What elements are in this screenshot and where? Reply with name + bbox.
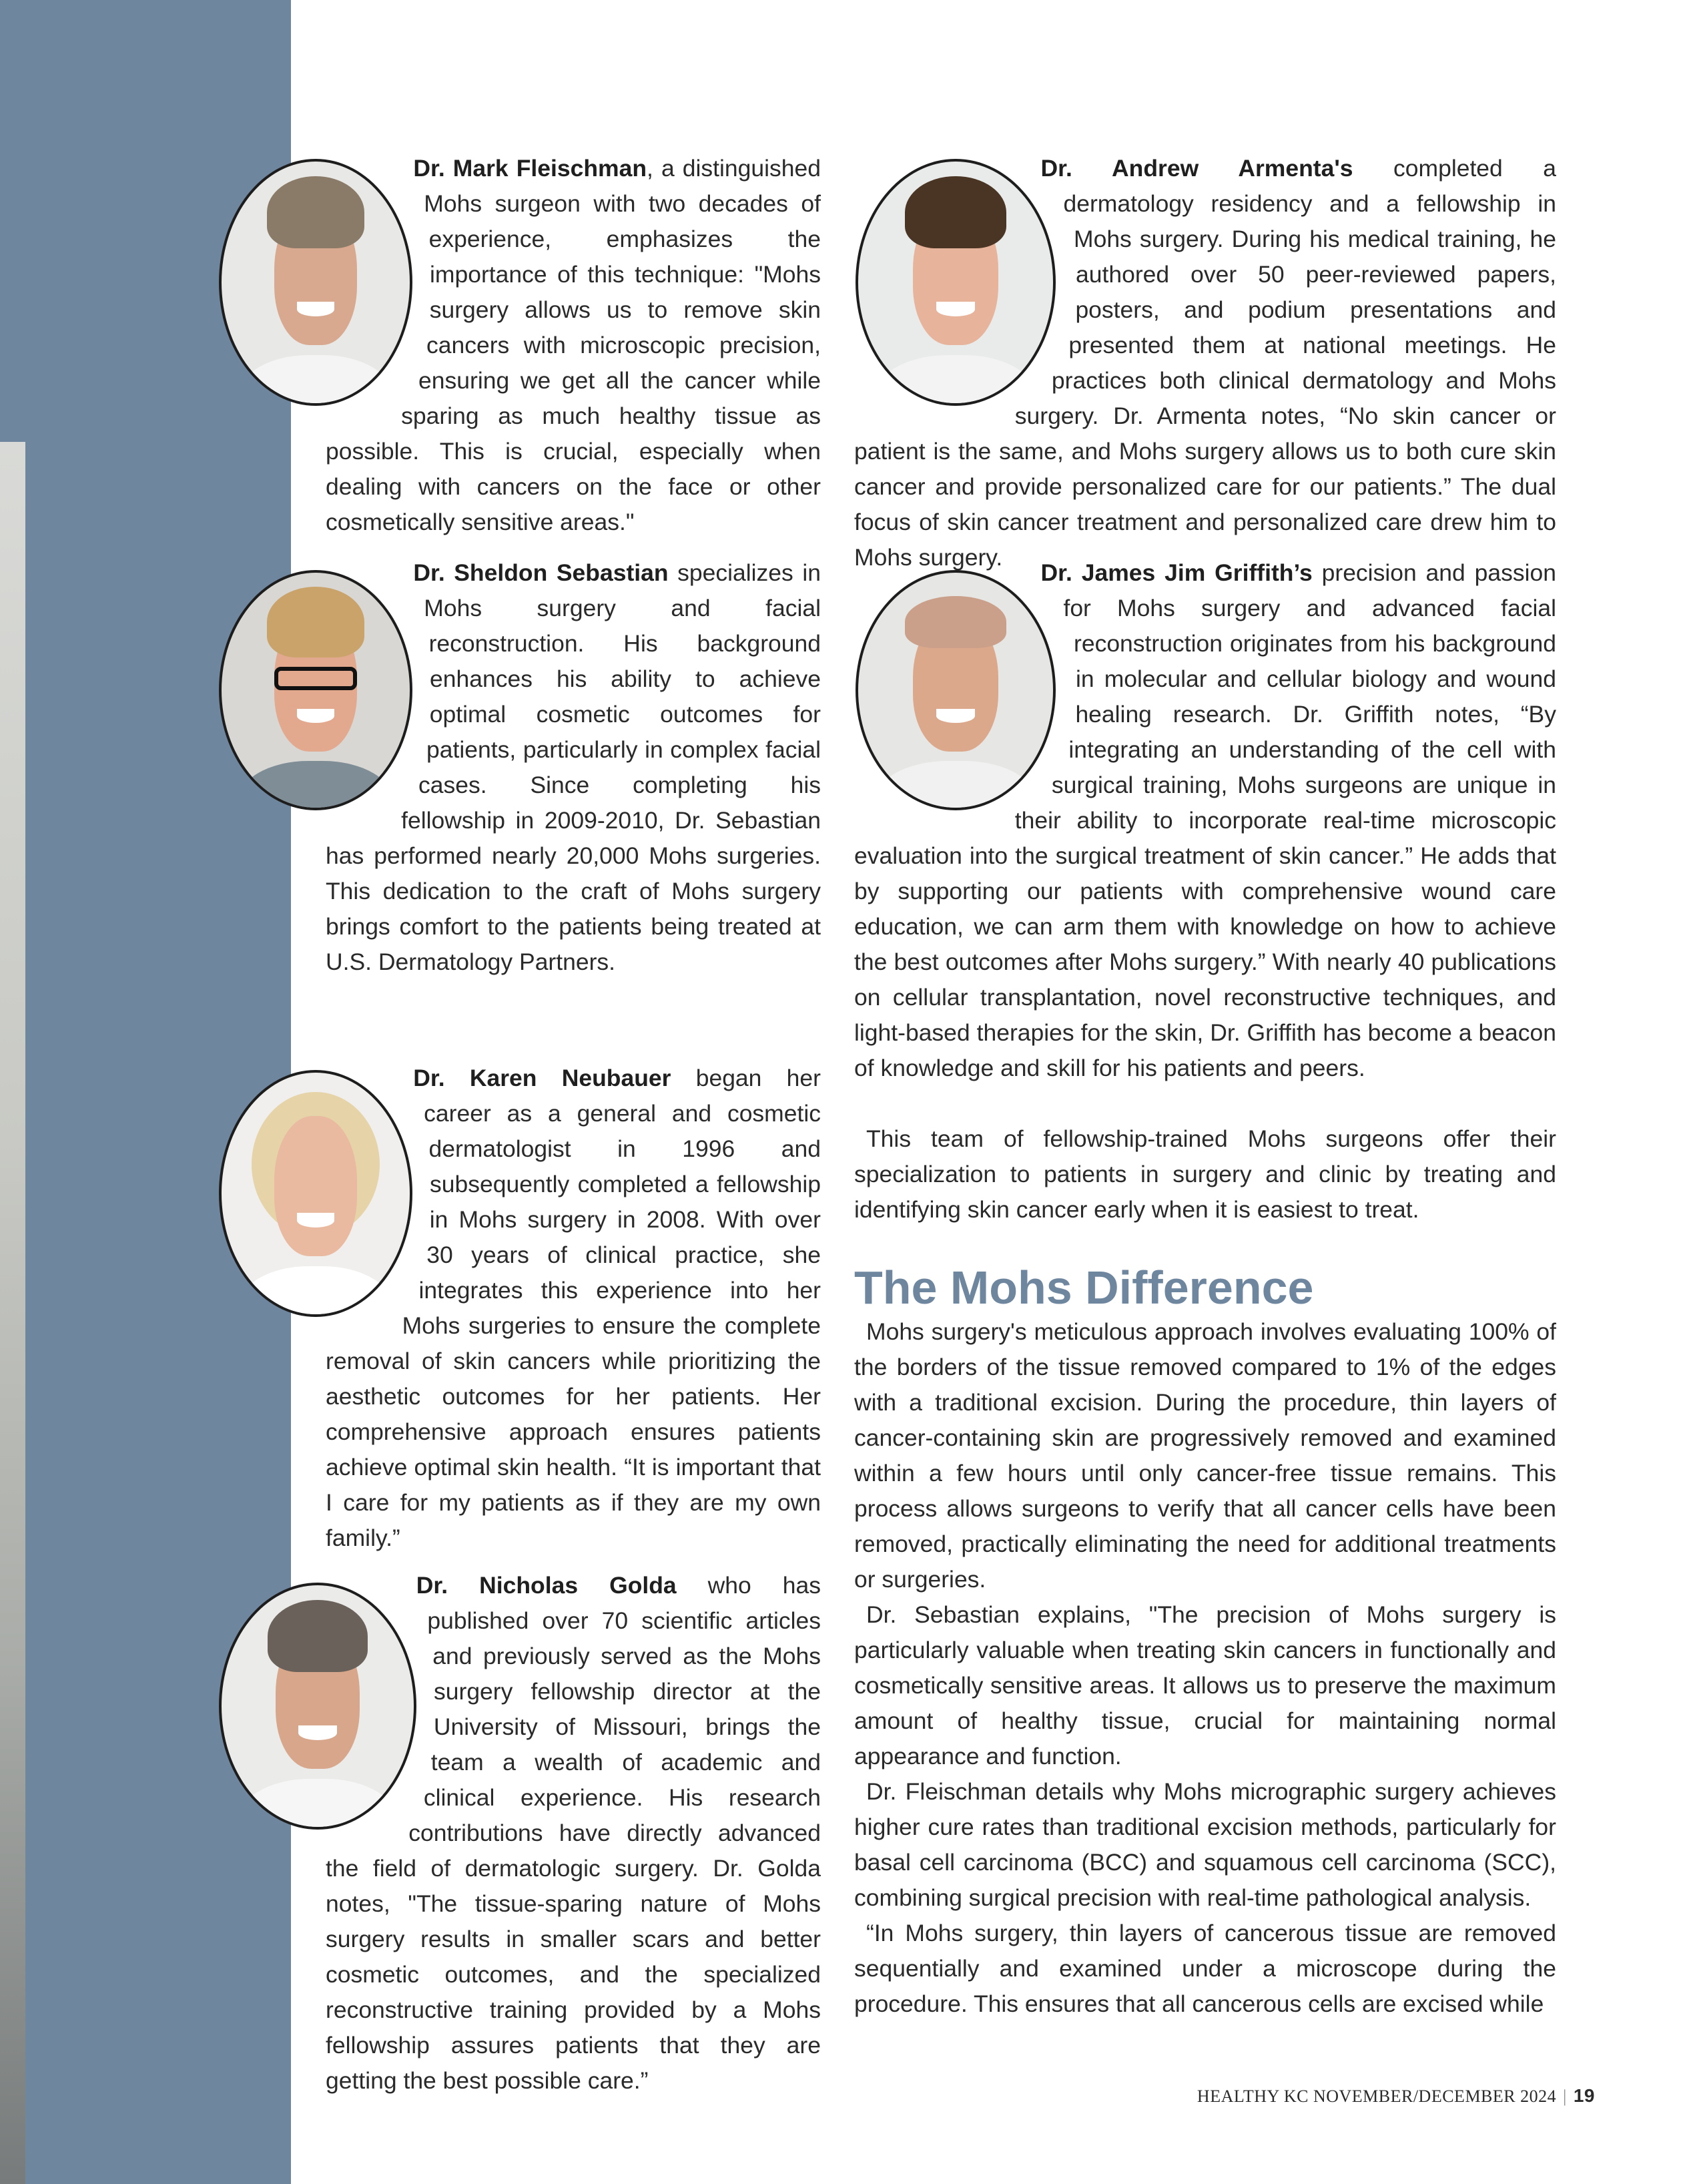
bio-text: Dr. Andrew Armenta's completed a dermatology residency and a fellowship in Mohs surgery. During his medical training, he authored over 50 peer-reviewed papers, posters, and podium presentations and presented them at national meetings. He practices both clinical dermatology and Mohs surgery. Dr. Armenta notes, “No skin cancer or patient is the same, and Mohs surgery allows us to both cure skin cancer and provide personalized care for our patients.” The dual focus of skin cancer treatment and personalized care drew him to Mohs surgery. (854, 155, 1557, 571)
headshot-blonde-woman-icon (219, 1070, 412, 1317)
page-number: 19 (1573, 2085, 1595, 2106)
team-paragraph: This team of fellowship-trained Mohs surgeons offer their specialization to patients in surgery and clinic by treating and identifying skin cancer early when it is easiest to treat. (854, 1125, 1556, 1223)
bio-golda (326, 1568, 821, 2099)
bio-griffith (854, 555, 1556, 1086)
headshot-man-glasses-icon (219, 570, 412, 810)
bio-text: Dr. Karen Neubauer began her career as a general and cosmetic dermatologist in 1996 and subsequently completed a fellowship in Mohs surgery in 2008. With over 30 years of clinical practice, she integrates this experience into her Mohs surgeries to ensure the complete removal of skin cancers while prioritizing the aesthetic outcomes for her patients. Her comprehensive approach ensures patients achieve optimal skin health. “It is important that I care for my patients as if they are my own family.” (326, 1065, 821, 1551)
headshot-smiling-man-icon (219, 159, 412, 406)
mohs-paragraph-2: Dr. Sebastian explains, "The precision of Mohs surgery is particularly valuable when treating skin cancers in functionally and cosmetically sensitive areas. It allows us to preserve the maximum amount of healthy tissue, crucial for maintaining normal appearance and function. (854, 1601, 1556, 1769)
background-photo-strip (0, 442, 25, 2184)
bio-armenta (854, 151, 1557, 571)
bio-text: Dr. James Jim Griffith’s precision and passion for Mohs surgery and advanced facial reconstruction originates from his background in molecular and cellular biology and wound healing research. Dr. Griffith notes, “By integrating an understanding of the cell with surgical training, Mohs surgeons are unique in their ability to incorporate real-time microscopic evaluation into the surgical treatment of skin cancer.” He adds that by supporting our patients with comprehensive wound care education, we can arm them with knowledge on how to achieve the best outcomes after Mohs surgery.” With nearly 40 publications on cellular transplantation, novel reconstructive techniques, and light-based therapies for the skin, Dr. Griffith has become a beacon of knowledge and skill for his patients and peers. (854, 559, 1557, 1081)
bio-neubauer (326, 1061, 821, 1558)
bio-text: Dr. Mark Fleischman, a distinguished Mohs surgeon with two decades of experience, emphasizes the importance of this technique: "Mohs surgery allows us to remove skin cancers with microscopic precision, ensuring we get all the cancer while sparing as much healthy tissue as possible. This is crucial, especially when dealing with cancers on the face or other cosmetically sensitive areas." (326, 155, 821, 535)
headshot-bald-man-icon (856, 570, 1056, 810)
bio-sebastian (326, 555, 821, 1053)
mohs-paragraph-4: “In Mohs surgery, thin layers of cancerous tissue are removed sequentially and examined under a microscope during the procedure. This ensures that all cancerous cells are excised while (854, 1920, 1556, 2017)
publication-name: HEALTHY KC NOVEMBER/DECEMBER 2024 (1197, 2087, 1557, 2106)
right-column (854, 151, 1556, 2022)
headshot-young-man-icon (856, 159, 1056, 406)
page-footer (1195, 2085, 1595, 2107)
footer-separator: | (1563, 2087, 1567, 2106)
mohs-paragraph-3: Dr. Fleischman details why Mohs micrographic surgery achieves higher cure rates than traditional excision methods, particularly for basal cell carcinoma (BCC) and squamous cell carcinoma (SCC), combining surgical precision with real-time pathological analysis. (854, 1778, 1556, 1911)
bio-text: Dr. Sheldon Sebastian specializes in Mohs surgery and facial reconstruction. His background enhances his ability to achieve optimal cosmetic outcomes for patients, particularly in complex facial cases. Since completing his fellowship in 2009-2010, Dr. Sebastian has performed nearly 20,000 Mohs surgeries. This dedication to the craft of Mohs surgery brings comfort to the patients being treated at U.S. Dermatology Partners. (326, 559, 821, 975)
headshot-smiling-man-icon (219, 1583, 416, 1830)
bio-fleischman (326, 151, 821, 535)
left-column (326, 151, 821, 2099)
bio-text: Dr. Nicholas Golda who has published over 70 scientific articles and previously served as the Mohs surgery fellowship director at the University of Missouri, brings the team a wealth of academic and clinical experience. His research contributions have directly advanced the field of dermatologic surgery. Dr. Golda notes, "The tissue-sparing nature of Mohs surgery results in smaller scars and better cosmetic outcomes, and the specialized reconstructive training provided by a Mohs fellowship assures patients that they are getting the best possible care.” (326, 1572, 821, 2094)
section-heading: The Mohs Difference (854, 1262, 1314, 1314)
mohs-paragraph-1: Mohs surgery's meticulous approach involves evaluating 100% of the borders of the tissue removed compared to 1% of the edges with a traditional excision. During the procedure, thin layers of cancer-containing skin are progressively removed and examined within a few hours until only cancer-free tissue remains. This process allows surgeons to verify that all cancer cells have been removed, practically eliminating the need for additional treatments or surgeries. (854, 1318, 1556, 1593)
